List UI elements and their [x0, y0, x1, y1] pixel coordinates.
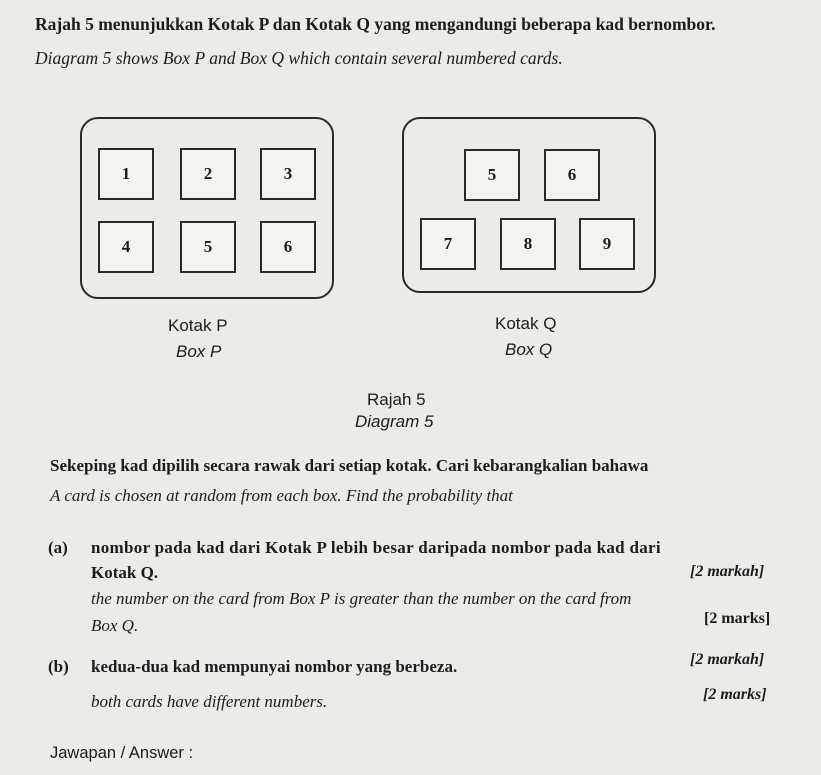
part-a-marks-malay: [2 markah]	[690, 563, 765, 580]
part-b-marks-malay: [2 markah]	[690, 651, 765, 668]
intro-english: Diagram 5 shows Box P and Box Q which contain several numbered cards.	[35, 48, 563, 68]
box-p-card: 6	[260, 221, 316, 273]
diagram-caption-malay: Rajah 5	[367, 390, 426, 409]
part-a-marks-english: [2 marks]	[704, 610, 771, 627]
box-q-card: 8	[500, 218, 556, 270]
part-a-english-line1: the number on the card from Box P is greater than the number on the card from	[91, 589, 632, 608]
box-p-card: 5	[180, 221, 236, 273]
part-a-malay-line2: Kotak Q.	[91, 563, 159, 582]
answer-label: Jawapan / Answer :	[50, 744, 194, 762]
intro-malay: Rajah 5 menunjukkan Kotak P dan Kotak Q yang mengandungi beberapa kad bernombor.	[35, 14, 716, 34]
part-a-malay-line1: nombor pada kad dari Kotak P lebih besar daripada nombor pada kad dari	[91, 538, 661, 557]
part-a-english-line2: Box Q.	[91, 616, 139, 635]
box-q-card: 9	[579, 218, 635, 270]
question-english: A card is chosen at random from each box. Find the probability that	[50, 486, 513, 505]
box-p-card: 4	[98, 221, 154, 273]
part-b-label: (b)	[48, 657, 69, 676]
box-p	[80, 117, 334, 299]
box-p-card: 2	[180, 148, 236, 200]
box-q	[402, 117, 656, 293]
part-b-english: both cards have different numbers.	[91, 692, 328, 711]
box-p-card: 1	[98, 148, 154, 200]
diagram-caption-english: Diagram 5	[355, 412, 434, 431]
box-p-label-english: Box P	[176, 342, 222, 361]
box-p-label-malay: Kotak P	[168, 316, 228, 335]
part-b-malay: kedua-dua kad mempunyai nombor yang berbeza.	[91, 657, 458, 676]
part-b-marks-english: [2 marks]	[703, 686, 767, 703]
question-malay: Sekeping kad dipilih secara rawak dari setiap kotak. Cari kebarangkalian bahawa	[50, 456, 649, 475]
box-q-card: 6	[544, 149, 600, 201]
box-q-label-malay: Kotak Q	[495, 314, 557, 333]
box-q-card: 7	[420, 218, 476, 270]
part-a-label: (a)	[48, 538, 68, 557]
box-q-label-english: Box Q	[505, 340, 553, 359]
box-p-card: 3	[260, 148, 316, 200]
box-q-card: 5	[464, 149, 520, 201]
